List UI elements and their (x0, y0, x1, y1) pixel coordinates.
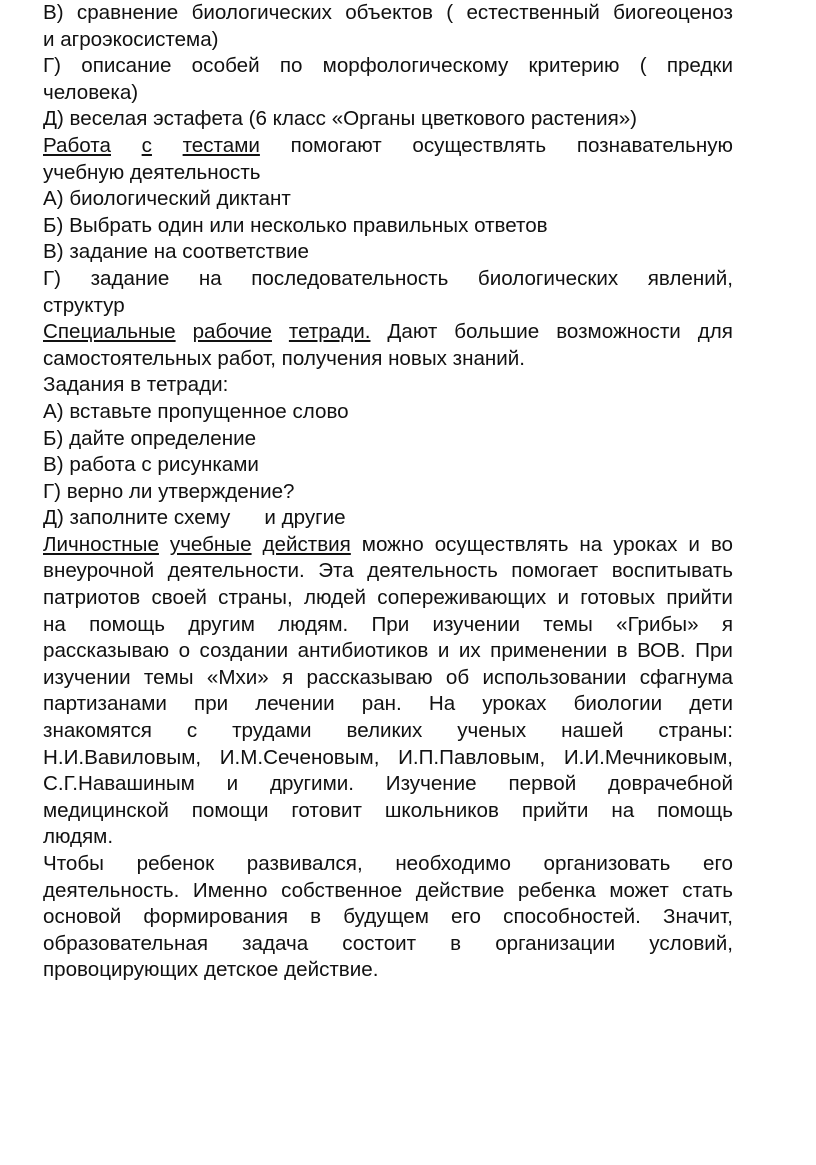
personal-line: патриотов своей страны, людей сопереживающих и готовых прийти (43, 586, 733, 610)
document-page (43, 0, 733, 984)
personal-line: С.Г.Навашиным и другими. Изучение первой доврачебной (43, 772, 733, 796)
personal-line: людям. (43, 825, 114, 849)
tests-item: А) биологический диктант (43, 187, 291, 211)
block-g-line-1: Г) описание особей по морфологическому критерию ( предки (43, 54, 733, 78)
workbooks-task: Б) дайте определение (43, 426, 257, 450)
personal-line: партизанами при лечении ран. На уроках биологии дети (43, 692, 733, 716)
workbooks-task: В) работа с рисунками (43, 453, 259, 477)
conclusion-line: провоцирующих детское действие. (43, 958, 379, 982)
workbooks-task: Г) верно ли утверждение? (43, 479, 295, 503)
conclusion-line: основой формирования в будущем его способностей. Значит, (43, 905, 733, 929)
block-b-line-1: В) сравнение биологических объектов ( естественный биогеоценоз (43, 1, 733, 24)
personal-line: внеурочной деятельности. Эта деятельность помогает воспитывать (43, 559, 733, 583)
workbooks-task: А) вставьте пропущенное слово (43, 399, 349, 423)
block-d-line: Д) веселая эстафета (6 класс «Органы цветкового растения») (43, 107, 638, 131)
tests-item: Г) задание на последовательность биологических явлений, (43, 266, 733, 290)
personal-line: рассказываю о создании антибиотиков и их применении в ВОВ. При (43, 639, 733, 663)
workbooks-heading-line: Специальные рабочие тетради. Дают большие возможности для (43, 320, 733, 344)
workbooks-heading-line-2: самостоятельных работ, получения новых знаний. (43, 346, 526, 370)
workbooks-tasks-title: Задания в тетради: (43, 373, 229, 397)
personal-line: Н.И.Вавиловым, И.М.Сеченовым, И.П.Павловым, И.И.Мечниковым, (43, 745, 733, 769)
block-b-line-2: и агроэкосистема) (43, 27, 219, 51)
personal-line: на помощь другим людям. При изучении темы «Грибы» я (43, 612, 733, 636)
tests-item: Б) Выбрать один или несколько правильных ответов (43, 213, 548, 237)
workbooks-task-last (43, 505, 733, 532)
block-g-line-2: человека) (43, 80, 139, 104)
tests-heading-line-2: учебную деятельность (43, 160, 261, 184)
personal-line: знакомятся с трудами великих ученых нашей страны: (43, 719, 733, 743)
conclusion-line: образовательная задача состоит в организации условий, (43, 931, 733, 955)
tests-heading-line: Работа с тестами помогают осуществлять познавательную (43, 133, 733, 157)
workbooks-tasks-trail: и другие (264, 506, 346, 530)
tests-item: В) задание на соответствие (43, 240, 309, 264)
tests-item: структур (43, 293, 125, 317)
workbooks-task: Д) заполните схему (43, 506, 231, 530)
conclusion-line: деятельность. Именно собственное действие ребенка может стать (43, 878, 733, 902)
conclusion-line: Чтобы ребенок развивался, необходимо организовать его (43, 852, 733, 875)
personal-line: медицинской помощи готовит школьников прийти на помощь (43, 798, 733, 822)
personal-heading-line: Личностные учебные действия можно осуществлять на уроках и во (43, 532, 733, 556)
personal-line: изучении темы «Мхи» я рассказываю об использовании сфагнума (43, 665, 733, 689)
